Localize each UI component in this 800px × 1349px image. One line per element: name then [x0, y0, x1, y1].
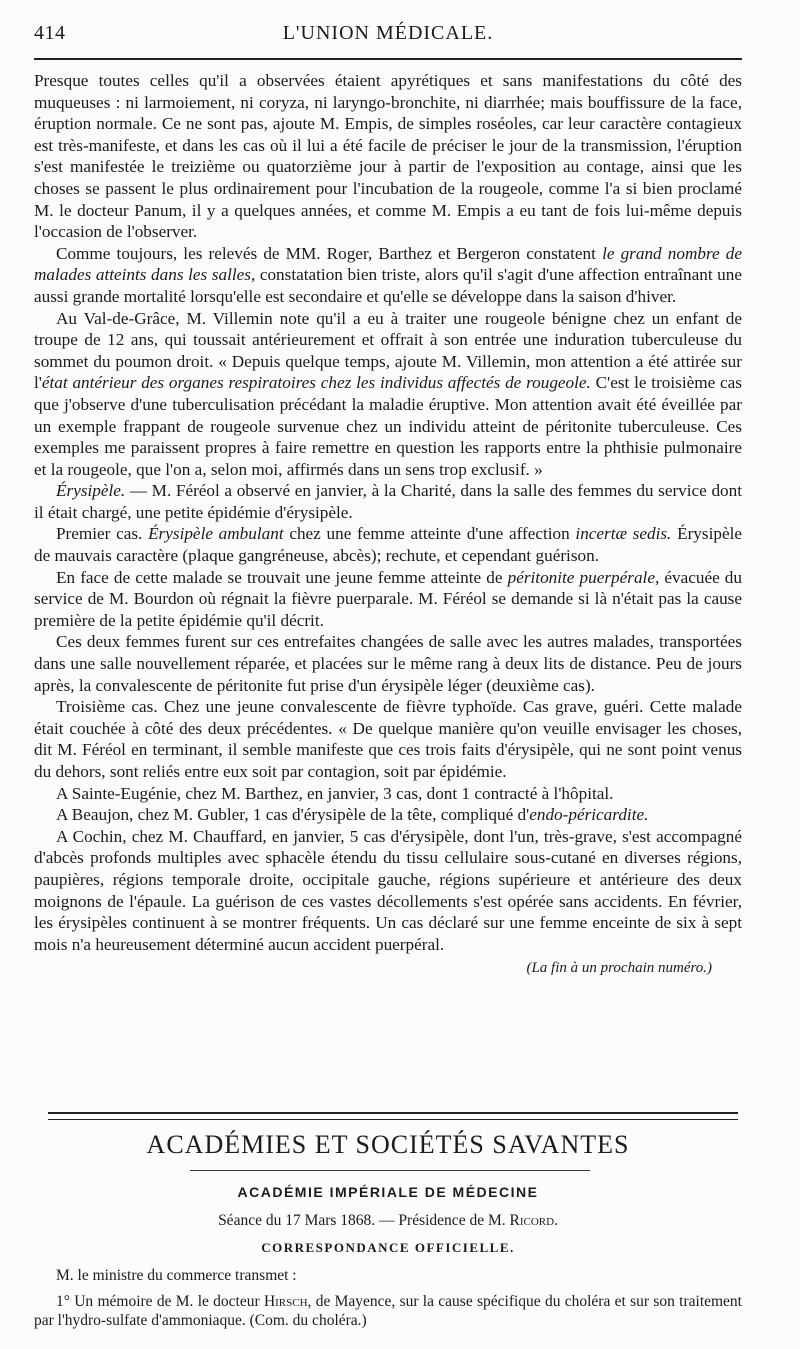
paragraph-hospital-records: Comme toujours, les relevés de MM. Roger, Barthez et Bergeron constatent le grand nombre de malades atteints dans les salles, constatation bien triste, alors qu'il s'agit d'une affection entraînant une aussi grande mortalité lorsqu'elle est secondaire et qu'elle se développe dans la saison d'hiver.: [34, 243, 742, 306]
paragraph-hirsch-memoir: 1° Un mémoire de M. le docteur Hirsch, de Mayence, sur la cause spécifique du choléra et sur son traitement par l'hydro-sulfate d'ammoniaque. (Com. du choléra.): [34, 1292, 742, 1329]
paragraph-val-de-grace: Au Val-de-Grâce, M. Villemin note qu'il a eu à traiter une rougeole bénigne chez un enfant de troupe de 12 ans, qui toussait antérieurement et offrait à son entrée une induration tuberculeuse du sommet du poumon droit. « Depuis quelque temps, ajoute M. Villemin, mon attention a été attirée sur l'état antérieur des organes respiratoires chez les individus affectés de rougeole. C'est le troisième cas que j'observe d'une tuberculisation précédant la maladie éruptive. Mon attention avait été éveillée par un exemple frappant de rougeole survenue chez un individu atteint de péritonite tuberculeuse. Ces exemples me paraissent propres à faire remettre en question les rapports entre la phthisie pulmonaire et la rougeole, que l'on a, selon moi, affirmés dans un sens trop exclusif. »: [34, 308, 742, 479]
paragraph-second-case: Ces deux femmes furent sur ces entrefaites changées de salle avec les autres malades, transportées dans une salle nouvellement réparée, et placées sur le même rang à deux lits de distance. Peu de jours après, la convalescente de péritonite fut prise d'un érysipèle léger (deuxième cas).: [34, 632, 742, 695]
section-title-underline: [190, 1170, 590, 1171]
paragraph-beaujon: A Beaujon, chez M. Gubler, 1 cas d'érysipèle de la tête, compliqué d'endo-péricardite.: [56, 805, 649, 825]
page-header: [34, 22, 742, 50]
paragraph-third-case: Troisième cas. Chez une jeune convalescente de fièvre typhoïde. Cas grave, guéri. Cette malade était couchée à côté des deux précédentes. « De quelque manière qu'on veuille envisager les choses, dit M. Féréol en terminant, il semble manifeste que ces trois faits d'érysipèle, qui ne sont point venus du dehors, sont reliés entre eux soit par contagion, soit par épidémie.: [34, 697, 742, 781]
paragraph-erysipelas-intro: Érysipèle. — M. Féréol a observé en janvier, à la Charité, dans la salle des femmes du service dont il était chargé, une petite épidémie d'érysipèle.: [34, 481, 742, 522]
paragraph-first-case: Premier cas. Érysipèle ambulant chez une femme atteinte d'une affection incertæ sedis. Érysipèle de mauvais caractère (plaque gangréneuse, abcès); rechute, et cependant guérison.: [34, 524, 742, 566]
section-separator-rule: [48, 1112, 738, 1120]
paragraph-cochin: A Cochin, chez M. Chauffard, en janvier, 5 cas d'érysipèle, dont l'un, très-grave, s'est accompagné d'abcès profonds multiples avec sphacèle étendu du tissu cellulaire sous-cutané en diverses régions, paupières, régions temporale droite, occipitale gauche, régions supérieure et antérieure des deux moignons de l'épaule. La guérison de ces vastes décollements s'est opérée sans accidents. En février, les érysipèles continuent à se montrer fréquents. Un cas déclaré sur une femme enceinte de six à sept mois n'a heureusement déterminé aucun accident puerpéral.: [34, 826, 742, 954]
journal-title: L'UNION MÉDICALE.: [282, 22, 494, 44]
to-be-continued-note: (La fin à un prochain numéro.): [526, 960, 712, 977]
paragraph-sainte-eugenie: A Sainte-Eugénie, chez M. Barthez, en janvier, 3 cas, dont 1 contracté à l'hôpital.: [56, 783, 614, 803]
article-body: [34, 70, 742, 980]
section-title: ACADÉMIES ET SOCIÉTÉS SAVANTES: [146, 1130, 630, 1159]
correspondence-heading: CORRESPONDANCE OFFICIELLE.: [261, 1240, 515, 1255]
paragraph-measles-observations: Presque toutes celles qu'il a observées étaient apyrétiques et sans manifestations du côté des muqueuses : ni larmoiement, ni coryza, ni laryngo-bronchite, ni diarrhée; mais bouffissure de la face, éruption normale. Ce ne sont pas, ajoute M. Empis, de simples roséoles, car leur caractère contagieux est très-manifeste, et dans les cas où il lui a été facile de préciser le jour de la transmission, l'éruption s'est manifestée le treizième ou quatorzième jour à partir de l'exposition au contage, ainsi que les choses se passent le plus ordinairement pour l'incubation de la rougeole, comme l'a si bien proclamé M. le docteur Panum, il y a quelques années, et comme M. Empis a eu tant de fois lui-même depuis l'occasion de l'observer.: [34, 71, 742, 242]
header-rule: [34, 58, 742, 60]
academy-name: ACADÉMIE IMPÉRIALE DE MÉDECINE: [237, 1184, 539, 1200]
paragraph-minister: M. le ministre du commerce transmet :: [56, 1267, 297, 1284]
session-line: Séance du 17 Mars 1868. — Présidence de M. Ricord.: [218, 1212, 558, 1229]
page-number: 414: [34, 22, 66, 44]
section-body: [34, 1266, 742, 1337]
paragraph-puerperal-peritonitis: En face de cette malade se trouvait une jeune femme atteinte de péritonite puerpérale, évacuée du service de M. Bourdon où régnait la fièvre puerparale. M. Féréol se demande si là n'était pas la cause première de la petite épidémie qu'il décrit.: [34, 567, 742, 630]
